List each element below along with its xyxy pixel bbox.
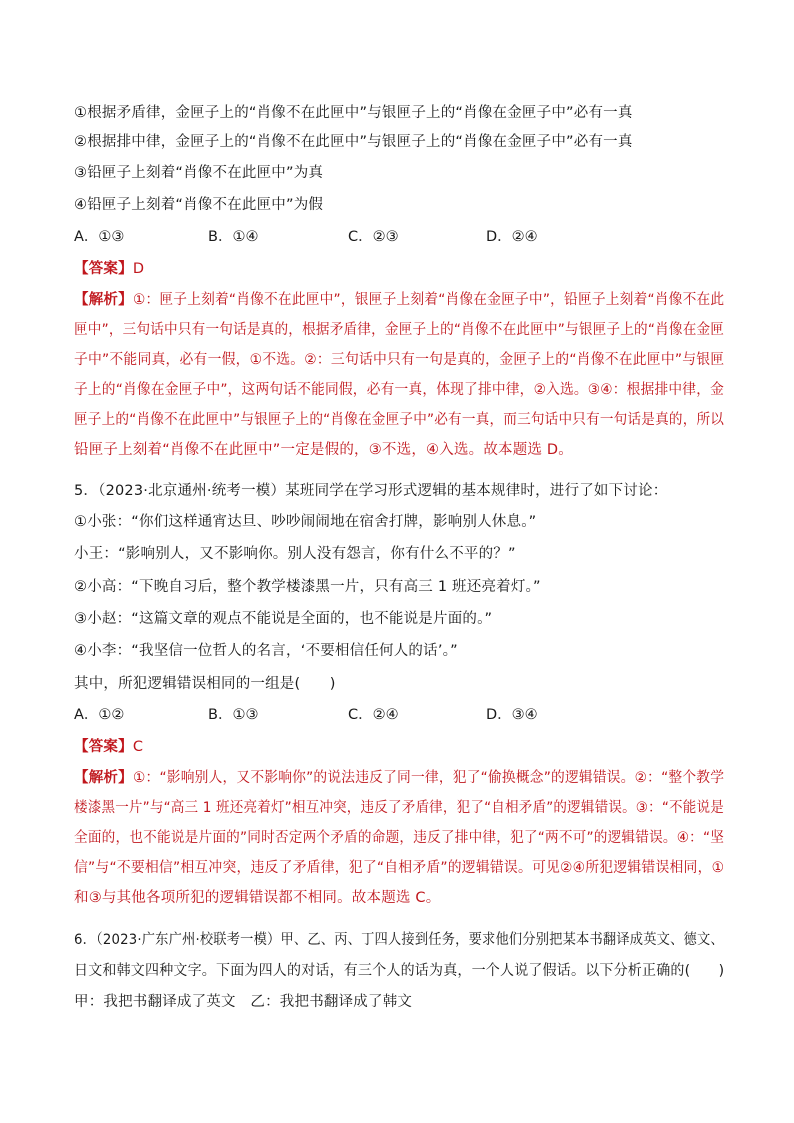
q6-stem-line-2: 日文和韩文四种文字。下面为四人的对话，有三个人的话为真，一个人说了假话。以下分析正确的( ) bbox=[74, 963, 725, 979]
answer-label: 【答案】 bbox=[74, 739, 133, 755]
q4-option-a: A．①③ bbox=[74, 229, 125, 245]
answer-value: D bbox=[132, 261, 145, 277]
statement-1: ①根据矛盾律，金匣子上的“肖像不在此匣中”与银匣子上的“肖像在金匣子中”必有一真 bbox=[74, 105, 633, 121]
q4-analysis-line: 匣中”，三句话中只有一句话是真的，根据矛盾律，金匣子上的“肖像不在此匣中”与银匣子上的“肖像在金匣 bbox=[74, 322, 725, 338]
q4-analysis-line: 【解析】①：匣子上刻着“肖像不在此匣中”，银匣子上刻着“肖像在金匣子中”，铅匣子上刻着“肖像不在此 bbox=[74, 292, 725, 308]
q5-analysis-line: 楼漆黑一片”与“高三 1 班还亮着灯”相互冲突，违反了矛盾律，犯了“自相矛盾”的逻辑错误。③：“不能说是 bbox=[74, 800, 724, 816]
answer-value: C bbox=[132, 739, 144, 755]
q6-statement: 甲：我把书翻译成了英文 乙：我把书翻译成了韩文 bbox=[74, 994, 413, 1010]
statement-4: ④铅匣子上刻着“肖像不在此匣中”为假 bbox=[74, 197, 324, 213]
q4-analysis-line: 铅匣子上刻着“肖像不在此匣中”一定是假的，③不选，④入选。故本题选 D。 bbox=[74, 442, 573, 458]
q5-answer bbox=[74, 737, 724, 757]
q5-statement-3: ③小赵：“这篇文章的观点不能说是全面的，也不能说是片面的。” bbox=[74, 611, 493, 627]
q5-question: 其中，所犯逻辑错误相同的一组是( ) bbox=[74, 676, 336, 692]
q4-answer bbox=[74, 259, 724, 279]
q5-option-b: B．①③ bbox=[208, 707, 259, 723]
q5-analysis-line: 全面的，也不能说是片面的”同时否定两个矛盾的命题，违反了排中律，犯了“两不可”的逻辑错误。④：“坚 bbox=[74, 830, 725, 846]
q5-analysis-line: 和③与其他各项所犯的逻辑错误都不相同。故本题选 C。 bbox=[74, 890, 441, 906]
q5-option-c: C．②④ bbox=[348, 707, 399, 723]
answer-label: 【答案】 bbox=[74, 261, 133, 277]
q6-stem-line-1: 6．（2023·广东广州·校联考一模）甲、乙、丙、丁四人接到任务，要求他们分别把某本书翻译成英文、德文、 bbox=[74, 932, 724, 948]
q5-option-a: A．①② bbox=[74, 707, 125, 723]
analysis-label: 【解析】 bbox=[74, 770, 133, 786]
statement-3: ③铅匣子上刻着“肖像不在此匣中”为真 bbox=[74, 165, 324, 181]
statement-2: ②根据排中律，金匣子上的“肖像不在此匣中”与银匣子上的“肖像在金匣子中”必有一真 bbox=[74, 134, 633, 150]
q4-analysis-line: 子中”不能同真，必有一假，①不选。②：三句话中只有一句是真的，金匣子上的“肖像不在此匣中”与银匣 bbox=[74, 352, 725, 368]
q5-options bbox=[74, 705, 724, 725]
q4-analysis-line: 匣子上的“肖像不在此匣中”与银匣子上的“肖像在金匣子中”必有一真，而三句话中只有一句话是真的，所以 bbox=[74, 412, 725, 428]
q5-statement-1b: 小王：“影响别人，又不影响你。别人没有怨言，你有什么不平的？” bbox=[74, 546, 516, 562]
q4-analysis-line: 子上的“肖像在金匣子中”，这两句话不能同假，必有一真，体现了排中律，②入选。③④：根据排中律，金 bbox=[74, 382, 725, 398]
q5-option-d: D．③④ bbox=[486, 707, 538, 723]
q5-statement-1: ①小张：“你们这样通宵达旦、吵吵闹闹地在宿舍打牌，影响别人休息。” bbox=[74, 514, 537, 530]
q4-option-d: D．②④ bbox=[486, 229, 538, 245]
q5-statement-4: ④小李：“我坚信一位哲人的名言，‘不要相信任何人的话’。” bbox=[74, 643, 458, 659]
q5-analysis-line: 信”与“不要相信”相互冲突，违反了矛盾律，犯了“自相矛盾”的逻辑错误。可见②④所犯逻辑错误相同，① bbox=[74, 860, 725, 876]
q5-statement-2: ②小高：“下晚自习后，整个教学楼漆黑一片，只有高三 1 班还亮着灯。” bbox=[74, 579, 541, 595]
q5-analysis-line: 【解析】①：“影响别人，又不影响你”的说法违反了同一律，犯了“偷换概念”的逻辑错误。②：“整个教学 bbox=[74, 770, 724, 786]
q4-options bbox=[74, 227, 724, 247]
q4-option-b: B．①④ bbox=[208, 229, 259, 245]
analysis-label: 【解析】 bbox=[74, 292, 133, 308]
q4-option-c: C．②③ bbox=[348, 229, 399, 245]
q5-stem: 5．（2023·北京通州·统考一模）某班同学在学习形式逻辑的基本规律时，进行了如下讨论： bbox=[74, 483, 668, 499]
